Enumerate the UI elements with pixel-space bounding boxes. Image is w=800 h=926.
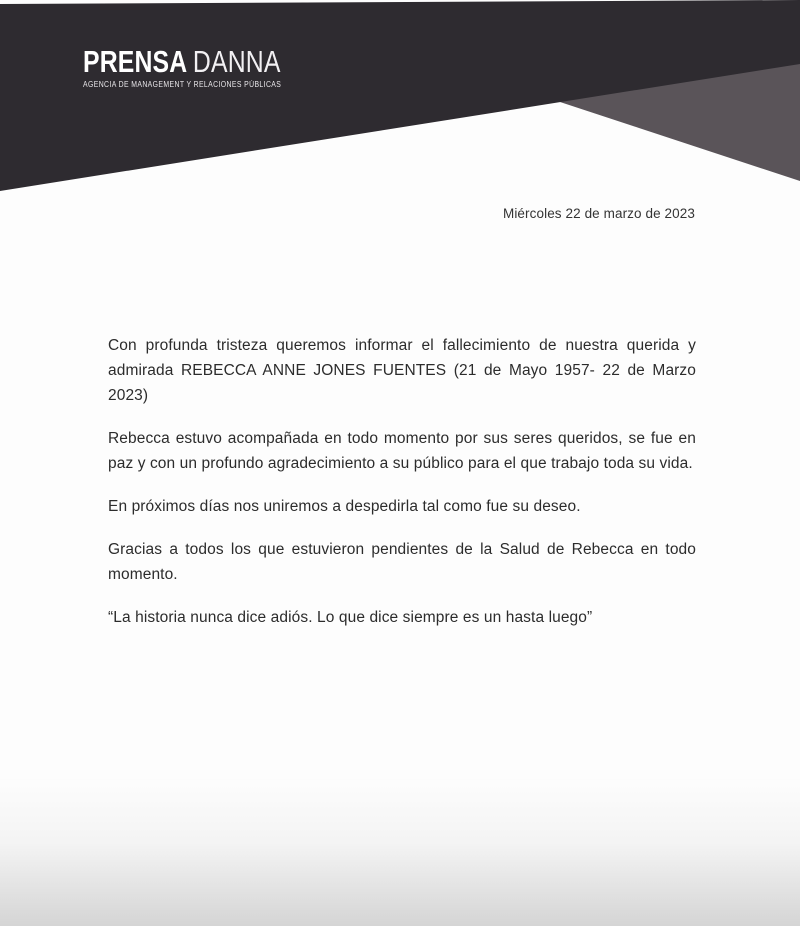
bottom-photo-shadow <box>0 776 800 926</box>
agency-logo <box>83 46 330 89</box>
paragraph-details: Rebecca estuvo acompañada en todo momento por sus seres queridos, se fue en paz y con un profundo agradecimiento a su público para el que trabajo toda su vida. <box>108 430 696 472</box>
logo-title-bold: PRENSA <box>83 44 188 79</box>
paragraph-thanks: Gracias a todos los que estuvieron pendientes de la Salud de Rebecca en todo momento. <box>108 541 696 583</box>
logo-tagline: AGENCIA DE MANAGEMENT Y RELACIONES PÚBLICAS <box>83 80 282 89</box>
date-line: Miércoles 22 de marzo de 2023 <box>502 206 695 221</box>
logo-title-light: DANNA <box>192 44 281 79</box>
press-release-body <box>108 333 696 648</box>
paragraph-quote: “La historia nunca dice adiós. Lo que dice siempre es un hasta luego” <box>108 609 593 626</box>
logo-title <box>83 46 281 77</box>
paragraph-announcement: Con profunda tristeza queremos informar el fallecimiento de nuestra querida y admirada REBECCA ANNE JONES FUENTES (21 de Mayo 1957- 22 de Marzo 2023) <box>108 337 696 404</box>
paragraph-farewell: En próximos días nos uniremos a despedirla tal como fue su deseo. <box>108 498 581 515</box>
